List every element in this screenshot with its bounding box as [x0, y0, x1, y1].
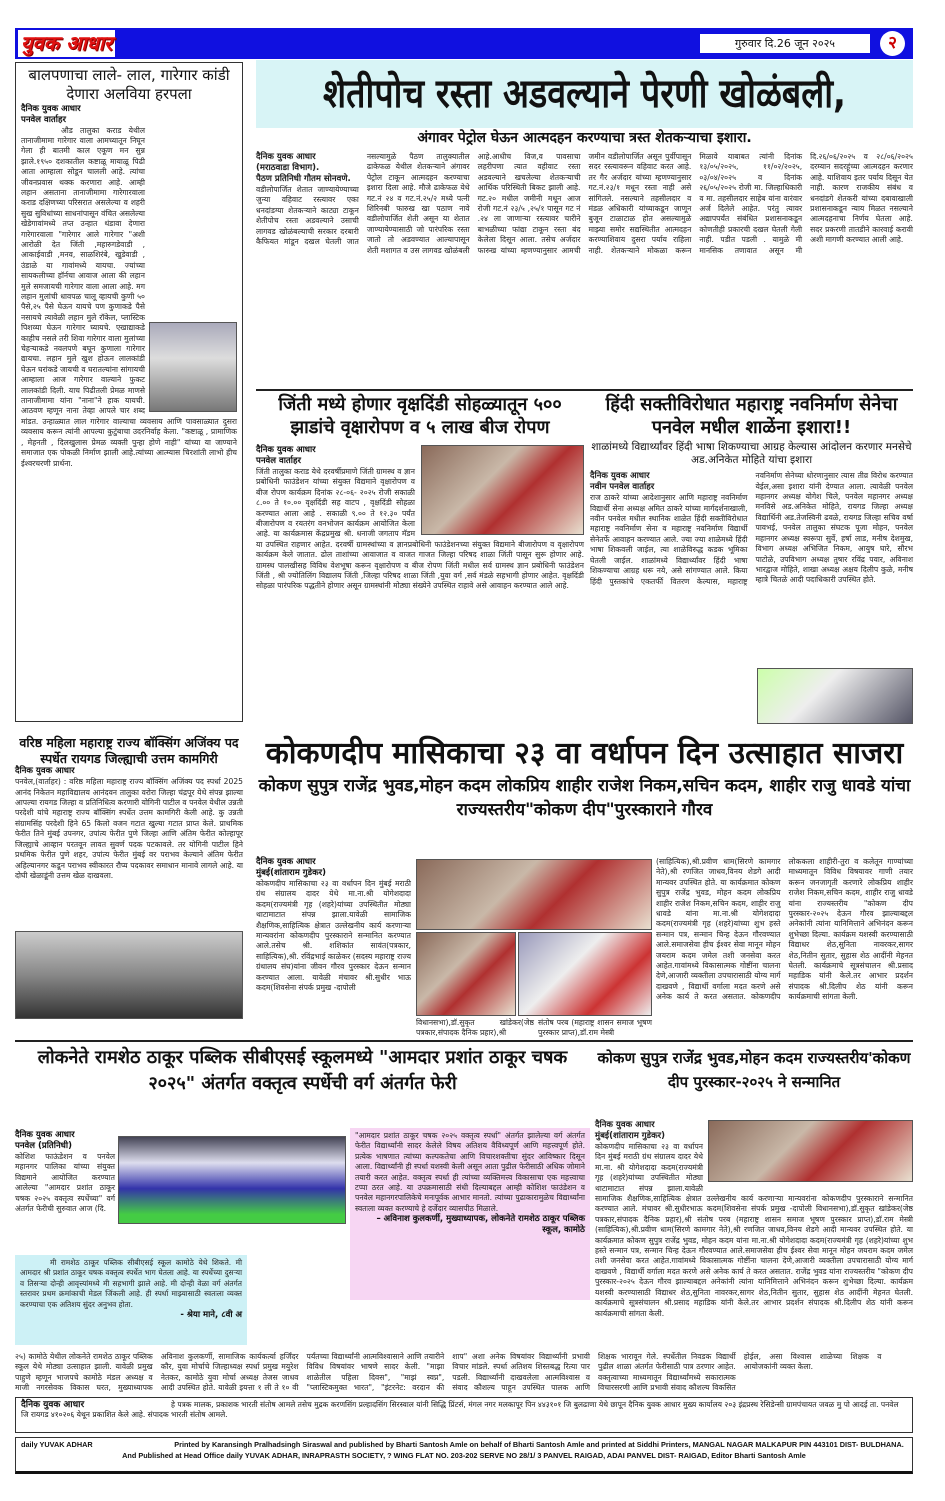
- byline: दैनिक युवक आधार: [15, 766, 75, 777]
- footer-name: दैनिक युवक आधार: [21, 1400, 85, 1410]
- byline: दैनिक युवक आधार: [256, 152, 316, 162]
- konkan-body-col1: [256, 857, 411, 1033]
- hindi-story: [590, 394, 913, 724]
- byline: पैठण प्रतिनिधी गौतम सोनवणे.: [256, 174, 351, 184]
- jinti-headline: जिंती मध्ये होणार वृक्षदिंडी सोहळ्यातून ५०० झाडांचे वृक्षारोपण व ५ लाख बीज रोपण: [278, 394, 562, 438]
- principal-quote: "आमदार प्रशांत ठाकूर चषक २०२५ वक्तृत्व स्पर्धा" अंतर्गत झालेल्या वर्ग अंतर्गत फेरीत विद्यार्थ्यांनी सादर केलेले विषय अतिशय वैविध्यपूर्ण आणि महत्त्वपूर्ण होते. प्रत्येक भाषणात त्यांच्या कल्पकतेचा आणि विचारशक्तीचा सुंदर आविष्कार दिसून आला. विद्यार्थ्यांनी ही स्पर्धा यशस्वी केली असून आता पुढील फेरीसाठी अधिक जोमाने तयारी करत आहेत. वक्तृत्व स्पर्धा ही त्यांच्या व्यक्तिमत्त्व विकासाचा एक महत्त्वाचा टप्पा ठरत आहे. या उपक्रमासाठी संधी दिल्याबद्दल आम्ही कोशिश फाउंडेशन व पनवेल महानगरपालिकेचे मनःपूर्वक आभार मानतो. त्यांच्या पुढाकारामुळेच विद्यार्थ्यांना स्वतःला व्यक्त करण्याचे हे दर्जेदार व्यासपीठ मिळाले.: [355, 1131, 585, 1213]
- konkan-subheadline: कोकण सुपुत्र राजेंद्र भुवड,मोहन कदम लोकप्रिय शाहीर राजेश निकम,सचिन कदम, शाहीर राजु धावडे यांचा राज्यस्तरीय"कोकण दीप"पुरस्काराने गौरव: [258, 776, 911, 820]
- award-photo: [708, 1120, 913, 1182]
- byline: नवीन पनवेल वार्ताहर: [590, 482, 655, 493]
- konkan-body: कोकणदीप मासिकाचा २३ वा वर्धापन दिन मुंबई मराठी ग्रंथ संग्रालय दादर येथे मा.ना.श्री योगेशदादा कदम(राज्यमंत्री गृह (शहरे)यांच्या उपस्थितीत मोठ्या थाटामाटात संपन्न झाला.यावेळी सामाजिक शैक्षणिक,साहित्यिक क्षेत्रात उल्लेखनीय कार्य करणाऱ्या मान्यवरांना कोकणदीप पुरस्काराने सन्मानित करण्यात आले.तसेच श्री. शशिकांत सावंत(पत्रकार, साहित्यिक),श्री. रविंद्रभाई काळेकर (सदस्य महाराष्ट्र राज्य ग्रंथालय संघ)यांना जीवन गौरव पुरस्कार देऊन सन्मान करण्यात आला. यावेळी मंचावर श्री.सुधीर भाऊ कदम(शिवसेना संपर्क प्रमुख -दापोली: [256, 879, 411, 993]
- masthead: [15, 28, 913, 59]
- konkan-award-body: [595, 1120, 913, 1394]
- byline: पनवेल (प्रतिनिधी): [15, 1141, 72, 1151]
- konkan-headline: कोकणदीप मासिकाचा २३ वा वर्धापन दिन उत्साहात साजरा: [265, 736, 904, 771]
- bicycle-vendor-photo: [149, 322, 237, 412]
- school-headline: लोकनेते रामशेठ ठाकूर पब्लिक सीबीएसई स्कूलमध्ये "आमदार प्रशांत ठाकूर चषक २०२५" अंतर्गत वक्तृत्व स्पर्धेची वर्ग अंतर्गत फेरी: [37, 1047, 568, 1094]
- photo-caption: संतोष परब (महाराष्ट्र शासन समाज भूषण पुरस्कार प्राप्त),डॉ.राम मेस्त्री: [538, 1018, 652, 1038]
- byline: (मराठवाडा विभाग).: [256, 163, 320, 173]
- boxing-headline: वरिष्ठ महिला महाराष्ट्र राज्य बॉक्सिंग अजिंक्य पद स्पर्धेत रायगड जिल्ह्याची उत्तम कामगिरी: [19, 735, 239, 766]
- school-intro-text: कोशिश फाऊंडेशन व पनवेल महानगर पालिका यांच्या संयुक्त विद्यमाने आयोजित करण्यात आलेल्या "आमदार प्रशांत ठाकूर चषक २०२५ वक्तृत्व स्पर्धेच्या" वर्ग अंतर्गत फेरीची सुरुवात आज (दि.: [15, 1152, 115, 1214]
- byline: मुंबई(शांताराम गुडेकर): [256, 868, 326, 878]
- hindi-subheadline: शाळांमध्ये विद्यार्थ्यांवर हिंदी भाषा शिकण्याचा आग्रह केल्यास आंदोलन करणार मनसेचे अड.अनिकेत मोहिते यांचा इशारा: [591, 441, 912, 467]
- hindi-headline: हिंदी सक्तीविरोधात महाराष्ट्र नवनिर्माण सेनेचा पनवेल मधील शाळेंना इशारा!!: [605, 394, 898, 438]
- byline: दैनिक युवक आधार: [256, 857, 316, 867]
- tree-plantation-photo: [421, 445, 584, 535]
- hindi-body: राज ठाकरे यांच्या आदेशानुसार आणि महाराष्ट्र नवनिर्माण विद्यार्थी सेना अध्यक्ष अमित ठाकरे यांच्या मार्गदर्शनाखाली, नवीन पनवेल मधील स्थानिक शाळेत हिंदी सक्तीविरोधात महाराष्ट्र नवनिर्माण सेना व महाराष्ट्र नवनिर्माण विद्यार्थी सेनेतर्फे आवाहन करण्यात आले. ज्या ज्या शाळेमध्ये हिंदी भाषा शिकवली जाईल, त्या शाळेविरुद्ध कडक भूमिका घेतली जाईल. शाळांमध्ये विद्यार्थ्यांवर हिंदी भाषा शिकण्याचा आग्रह धरू नये, असे सांगण्यात आले. किया हिंदी पुस्तकांचे एकतर्फी वितरण केल्यास, महाराष्ट्र नवनिर्माण सेनेच्या धोरणानुसार त्यास तीव्र विरोध करण्यात येईल,असा इशारा यांनी देण्यात आला. त्यावेळी पनवेल महानगर अध्यक्ष योगेश चिले, पनवेल महानगर अध्यक्ष मनविसे अड.अनिकेत मोहिते, रायगड जिल्हा अध्यक्ष विद्यार्थिनी अड.तेजस्विनी ढवळे, रायगड जिल्हा सचिव वर्षा पावभई, पनवेल तालुका संघटक पूजा मोहन, पनवेल महानगर अध्यक्ष स्वरूपा सुर्वे, हर्षा लाड, मनीष देशमुख, विभाग अध्यक्ष अभिजित निकम, आयुष घारे, सौरभ पाटोळे, उपविभाग अध्यक्ष तुषार रविंद्र पवार, अविनाश भारद्वाज मोहिते, शाखा अध्यक्ष अक्षय दिलीप कुळे, मनीष म्हात्रे चितळे आदी पदाधिकारी उपस्थित होते.: [590, 471, 913, 586]
- divider: [256, 389, 913, 391]
- main-story-text: वडीलोपार्जित शेतात जाण्यायेण्याच्या जुन्या वहिवाट रस्त्यावर एका धनदांडग्या शेतकऱ्याने काट्या टाकून शेतीपोच रस्ता अडवल्याने उसाची लागवड खोळंबल्याची सरकार दरबारी कैफियत मांडून दखल घेतली जात नसल्यामुळे पैठण तालुक्यातील ढाकेफळ येथील शेतकऱ्याने अंगावर पेट्रोल टाकून आत्मदहन करण्याचा इशारा दिला आहे. मौजे ढाकेफळ येथे गट.नं २४ व गट.नं.२५/२ मध्ये पत्नी शिरिनबी फारुख खा पठाण नावे वडीलोपार्जित शेती असून या शेतात जाण्यायेण्यासाठी जो पारंपरिक रस्ता जातो तो अडवण्यात आल्यापासून शेती मशागत व उस लागवड खोळंबली आहे.आधीच विज,व पावसाचा लहरीपणा त्यात वहीवाट रस्ता अडवल्याने खचलेल्या शेतकऱ्याची आर्थिक परिस्थिती बिकट झाली आहे. गट.२० मधील जमीनी मधून आज रोजी गट.नं २३/५ ,२५/१ पासून गट नं .२४ ला जाणाऱ्या रस्त्यावर चारीने बाभळीच्या फांद्या टाकून रस्ता बंद केलेला दिसून आला. तसेच अर्जदार फारुख यांच्या म्हणण्यानुसार आमची जमीन वडीलोपार्जित असून पुर्वीपासून सदर रस्त्यावरून वहिवाट करत आहे. तर गैर अर्जदार यांच्या म्हणण्यानुसार गट.नं.२३/१ मधून रस्ता नाही असे सांगितले. नसल्याने तहसीलदार व मंडळ अधिकारी यांच्याकडून जाणून बुजून टाळाटाळ होत असल्यामुळे माझ्या समोर सद्यस्थितीत आत्मदहन करण्याशिवाय दुसरा पर्याय राहिला नाही. शेतकऱ्याने मोकळा करून मिळावे याबाबत त्यांनी दिनांक १३/०५/२०२५, ११/०२/२०२५, ०३/०४/२०२५ व दिनांक २६/०५/२०२५ रोजी मा. जिल्हाधिकारी व मा. तहसीलदार साहेब यांना वारंवार अर्ज दिलेले आहेत. परंतु त्यावर अद्यापपर्यंत संबंधित प्रशासनाकडून कोणतीही प्रकारची दखल घेतली गेली नाही. पडीत पडली . यामुळे मी मानसिक तणावात असून मी दि.२६/०६/२०२५ व २८/०६/२०२५ दरम्यान सदरहूंच्या आत्मदहन करणार आहे. याशिवाय इतर पर्याय दिसून येत नाही. कारण राजकीय संबंध व धनदांडगे शेतकरी यांच्या दबावाखाली प्रशासनाकडून न्याय मिळत नसल्याने आत्मदहनाचा निर्णय घेतला आहे. सदर प्रकरणी तातडीने कारवाई करावी अशी मागणी करण्यात आली आहे.: [256, 152, 913, 255]
- jinti-story: [256, 394, 584, 724]
- footer-text: Printed by Karansingh Pralhadsingh Siraswal and published by Bharti Santosh Amle on behalf of Bharti Santosh Amle and printed at Siddhi Printers, MANGAL NAGAR MALKAPUR PIN 443101 DIST- BULDHANA. And Published at Head Office daily YUVAK ADHAR, INRAPRASTH SOCIETY, ? WING FLAT NO. 203-202 SERVE NO 28/1/ 3 PANVEL RAIGAD, ADAI PANVEL DIST- RAIGAD, Editor Bharti Santosh Amle: [122, 1440, 904, 1460]
- byline: पनवेल वार्ताहर: [256, 456, 301, 466]
- award-ceremony-photo: [416, 932, 516, 1016]
- award-ceremony-photo: [518, 932, 652, 1016]
- byline: मुंबई(शांताराम गुडेकर): [595, 1131, 665, 1141]
- mns-group-photo: [757, 668, 913, 724]
- left-story-body: औड तालुका कराड येथील तानाजीमामा गारेगार वाला आमच्यातून निघून गेला ही बातमी काल एकूण मन सुन्न झाले.१९५० दशकातील कष्टाळू मायाळू पिढी आता आम्हाला सोडून चालली आहे. त्यांचा जीवनप्रवास थक्क करणारा आहे. आम्ही लहान असताना तानाजीमामा गारेगारवाला कराड दक्षिणच्या परिसरात असलेल्या व शहरी सुख सुविधांच्या साधनांपासून वंचित असलेल्या खेडेगावांमध्ये तप्त उन्हात थंडावा देणारा गारेगारवाला "गारेगार आले गारेगार "अशी आरोळी देत जिंती ,महारुगडेवाडी , आकाईवाडी ,मनव, साळशिरंबे, खुडेवाडी , उंडाळे या गावांमध्ये यायचा. ज्यांच्या सायकलीच्या हॉर्नचा आवाज आला की लहान मुले समजायची गारेगार वाला आला आहे. मग लहान मुलांची धावपळ चालू व्हायची कुणी ५० पैसे,२५ पैसे घेऊन यायचे पण कुणाकडे पैसे नसायचे त्यावेळी लहान मुले रॉकेल, प्लास्टिक पिशव्या घेऊन गारेगार घ्यायचे. एखाद्याकडे काहीच नसले तरी शिवा गारेगार वाला मुलांच्या चेहऱ्याकडे नवलपणे बघून कुणाला गारेगार द्यायचा. लहान मुले खुश होऊन लालकांडी घेऊन घरांकडे जायची व घरातल्यांना सांगायची आम्हाला आज गारेगार वाल्याने फुकट लालकांडी दिली. याच पिढीतली प्रेमळ माणसे तानाजीमामा यांना "नाना"ने हाक यायची. आठवण म्हणून नाना तेव्हा आपले चार शब्द मांडत. उन्हाळ्यात लाल गारेगार वाल्याचा व्यवसाय आणि पावसाळ्यात दुसरा व्यवसाय करून त्यांनी आपल्या कुटुंबाचा उदरनिर्वाह केला. "कष्टाळू , प्रामाणिक , मेहनती , दिलखुलास प्रेमळ व्यक्ती पुन्हा होणे नाही" यांच्या या जाण्याने समाजात एक पोकळी निर्माण झाली आहे.त्यांच्या आत्म्यास चिरशांती लाभो हीच ईश्वरचरणी प्रार्थना.: [21, 125, 237, 468]
- photo-caption: विधानसभा),डॉ.सुकृत खांडेकर(जेष्ठ पत्रकार,संपादक दैनिक प्रहार),श्री: [416, 1018, 534, 1038]
- page-number: २: [880, 31, 905, 56]
- main-subheadline: अंगावर पेट्रोल घेऊन आत्मदहन करण्याचा त्रस्त शेतकऱ्याचा इशारा.: [417, 130, 752, 146]
- konkan-body-continued: (साहित्यिक),श्री.प्रवीण धाम(सिरणे कामगार नेते),श्री रणजित जाधव,विनय शेडगे आदी मान्यवर उपस्थित होते. या कार्यक्रमात कोकण सुपुत्र राजेंद्र भुवड, मोहन कदम लोकप्रिय शाहीर राजेश निकम,सचिन कदम, शाहीर राजु धावडे यांना मा.ना.श्री योगेशदादा कदम(राज्यमंत्री गृह (शहरे)यांच्या शुभ हस्ते सन्मान पत्र, सन्मान चिन्ह देऊन गौरवण्यात आले.समाजसेवा हीच ईश्वर सेवा मानून मोहन जयराम कदम जमेल तशी जनसेवा करत आहेत.गावांमध्ये विकासात्मक गोष्टींना चालना देणे,आजारी व्यक्तीला उपचारासाठी योग्य मार्ग दाखवणे , विद्यार्थी वर्गाला मदत करणे असे अनेक कार्य ते करत असतात. कोकणदीप लोककला शाहीरी-तुरा व कलेतून गाण्यांच्या माध्यमातून विविध विषयावर गाणी तयार करून जनजागृती करणारे लोकप्रिय शाहीर राजेश निकम,सचिन कदम, शाहीर राजु धावडे यांना राज्यस्तरीय "कोकण दीप पुरस्कार-२०२५ देऊन गौरव झाल्याबद्दल अनेकांनी त्यांना यानिमित्ताने अभिनंदन करून शुभेच्छा दिल्या. कार्यक्रम यशस्वी करण्यासाठी विद्याधर शेठ,सुनिता नावरकर,सागर शेठ,नितीन सुतार, सुहास शेठ आदींनी मेहनत घेतली. कार्यक्रमाचे सूत्रसंचालन श्री.प्रसाद महाडिक यांनी केले.तर आभार प्रदर्शन संपादक श्री.दिलीप शेठ यांनी करून कार्यक्रमाची सांगता केली.: [656, 857, 913, 1002]
- left-story: [15, 62, 243, 722]
- byline: दैनिक युवक आधार: [595, 1120, 655, 1130]
- boxing-story: [15, 735, 243, 1025]
- student-quote: मी रामशेठ ठाकूर पब्लिक सीबीएसई स्कूल कामोठे येथे शिकते. मी आमदार श्री प्रशांत ठाकूर चषक वक्तृत्व स्पर्धेत भाग घेतला आहे. या स्पर्धेच्या दुसऱ्या व तिसऱ्या दोन्ही आवृत्त्यांमध्ये मी सहभागी झाले आहे. मी दोन्ही वेळा वर्ग अंतर्गत स्तरावर प्रथम क्रमांकाची मेडल जिंकली आहे. ही स्पर्धा माझ्यासाठी स्वतःला व्यक्त करण्याचा एक अतिशय सुंदर अनुभव होता.: [20, 1258, 242, 1309]
- konkan-award-text: कोकणदीप मासिकाचा २३ वा वर्धापन दिन मुंबई मराठी ग्रंथ संग्रालय दादर येथे मा.ना. श्री योगेशदादा कदम(राज्यमंत्री गृह (शहरे)यांच्या उपस्थितीत मोठ्या थाटामाटात संपन्न झाला.यावेळी सामाजिक शैक्षणिक,साहित्यिक क्षेत्रात उल्लेखनीय कार्य करणाऱ्या मान्यवरांना कोकणदीप पुरस्काराने सन्मानित करण्यात आले. मंचावर श्री.सुधीरभाऊ कदम(शिवसेना संपर्क प्रमुख -दापोली विधानसभा),डॉ.सुकृत खांडेकर(जेष्ठ पत्रकार,संपादक दैनिक प्रहार),श्री संतोष परब (महाराष्ट्र शासन समाज भूषण पुरस्कार प्राप्त),डॉ.राम मेस्त्री (साहित्यिक),श्री.प्रवीण धाम(सिरणे कामगार नेते),श्री रणजित जाधव,विनय शेडगे आदी मान्यवर उपस्थित होते. या कार्यक्रमात कोकण सुपुत्र राजेंद्र भुवड, मोहन कदम यांना मा.ना.श्री योगेशदादा कदम(राज्यमंत्री गृह (शहरे)यांच्या शुभ हस्ते सन्मान पत्र, सन्मान चिन्ह देऊन गौरवण्यात आले.समाजसेवा हीच ईश्वर सेवा मानून मोहन जयराम कदम जमेल तशी जनसेवा करत आहेत.गावांमध्ये विकासात्मक गोष्टींना चालना देणे,आजारी व्यक्तीला उपचारासाठी योग्य मार्ग दाखवणे , विद्यार्थी वर्गाला मदत करणे असे अनेक कार्य ते करत असतात. राजेंद्र भुवड यांना राज्यस्तरीय "कोकण दीप पुरस्कार-२०२५ देऊन गौरव झाल्याबद्दल अनेकांनी त्यांना यानिमित्ताने अभिनंदन करून शुभेच्छा दिल्या. कार्यक्रम यशस्वी करण्यासाठी विद्याधर शेठ,सुनिता नावरकर,सागर शेठ,नितीन सुतार, सुहास शेठ आदींनी मेहनत घेतली. कार्यक्रमाचे सूत्रसंचालन श्री.प्रसाद महाडिक यांनी केले.तर आभार प्रदर्शन संपादक श्री.दिलीप शेठ यांनी करून कार्यक्रमाची सांगता केली.: [595, 1142, 913, 1318]
- newspaper-logo: युवक आधार: [18, 30, 115, 57]
- byline: दैनिक युवक आधार: [590, 471, 650, 482]
- konkan-story: [256, 734, 913, 850]
- jinti-body: जिंती तालुका कराड येथे दरवर्षीप्रमाणे जिंती ग्रामस्थ व ज्ञान प्रबोधिनी फाउंडेशन यांच्या संयुक्त विद्यमाने वृक्षारोपण व बीज रोपण कार्यक्रम दिनांक २८-०६- २०२५ रोजी सकाळी ८.०० ते १०.०० वृक्षदिंडी सह वाटप , वृक्षदिंडी सोहळा करण्यात आला आहे . सकाळी ९.०० ते १२.३० पर्यंत बीजारोपण व रयतरंग वनभोजन कार्यक्रम आयोजित केला आहे. या कार्यक्रमास केंद्रप्रमुख श्री. धनाजी जगताप मॅडम या उपस्थित राहणार आहेत. दरवर्षी ग्रामस्थांच्या व ज्ञानप्रबोधिनी फाउंडेशनच्या संयुक्त विद्यमाने बीजारोपण व वृक्षारोपण कार्यक्रम केले जातात. ढोल ताशांच्या आवाजात व वाजत गाजत जिल्हा परिषद शाळा जिंती पासून सुरू होणार आहे. ग्रामस्थ पालखीसह विविध वेशभूषा करून वृक्षारोपण व बीज रोपण जिंती मधील सर्व ग्रामस्थ ज्ञान प्रबोधिनी फाउंडेशन जिंती , श्री ज्योतिलिंग विद्यालय जिंती ,जिल्हा परिषद शाळा जिंती ,युवा वर्ग ,सर्व मंडळे सहभागी होणार आहेत. वृक्षदिंडी सोहळा पारंपरिक पद्धतीने होणार असून ग्रामस्थांनी मोठ्या संख्येने उपस्थित राहावे असे आवाहन करण्यात आले आहे.: [256, 467, 584, 591]
- principal-quote-box: [350, 1128, 590, 1300]
- footer-name: daily YUVAK ADHAR: [21, 1440, 93, 1449]
- issue-date: गुरुवार दि.26 जून २०२५: [700, 34, 870, 53]
- marathi-imprint: [15, 1397, 913, 1433]
- student-quote-author: - श्रेया माने, ८वी अ: [180, 1310, 242, 1321]
- boxing-podium-photo: [15, 931, 243, 1019]
- award-ceremony-photo: [416, 859, 652, 930]
- school-intro: [15, 1130, 115, 1250]
- footer-text: हे पत्रक मालक, प्रकाशक भारती संतोष आमले तसेच मुद्रक करणसिंग प्रल्हादसिंग सिरस्वाल यांनी सिद्धि प्रिंटर्स, मंगल नगर मलकापूर पिन ४४३१०१ जि बुलढाणा येथे छापून दैनिक युवक आधार मुख्य कार्यालय २०३ इंद्रप्रस्थ रेसिडेन्सी ग्रामपंचायत जवळ मु पो आदई ता. पनवेल जि रायगड ४१०२०६ येथून प्रकाशित केले आहे. संपादक भारती संतोष आमले.: [21, 1400, 899, 1419]
- left-story-headline: बालपणाचा लाले- लाल, गारेगार कांडी देणारा अलविया हरपला: [28, 66, 230, 103]
- byline: दैनिक युवक आधार: [15, 1130, 75, 1140]
- byline: दैनिक युवक आधार: [21, 103, 81, 114]
- main-headline: शेतीपोच रस्ता अडवल्याने पेरणी खोळंबली,: [323, 71, 846, 117]
- main-headline-band: [256, 60, 913, 128]
- boxing-body: पनवेल,(वार्ताहर) : वरिष्ठ महिला महाराष्ट्र राज्य बॉक्सिंग अजिंक्य पद स्पर्धा 2025 आनंद निकेतन महाविद्यालय आनंदवन तालुका वरोरा जिल्हा चंद्रपूर येथे संपन्न झाल्या आपल्या रायगड जिल्हा व प्रतिनिधित्व करणारी योगिनी पाटील व पनवेल येथील उन्नती परदेशी यांचे महाराष्ट्र राज्य बॉक्सिंग स्पर्धेत उत्तम कामगिरी केली आहे. कु उन्नती संग्रामसिंह परदेशी हिने 65 किलो वजन गटात खुल्या गटात प्राप्त केले. प्राथमिक फेरीत तिने मुंबई उपनगर, उपांत्य फेरीत पुणे जिल्हा आणि अंतिम फेरीत कोल्हापूर जिल्ह्याचे आव्हान परतवून लावत सुवर्ण पदक पटकावले. तर योगिनी पाटील हिने प्रथमिक फेरीत पुणे शहर, उपांत्य फेरीत मुंबई वर पराभव केल्याने अंतिम फेरीत अहिल्यानगर कडून पराभव स्वीकारत रौप्य पदकावर समाधान मानावे लागले आहे. या दोघी खेळाडूंनी उत्तम खेळ दाखवला.: [15, 777, 243, 880]
- konkan-award-headline: कोकण सुपुत्र राजेंद्र भुवड,मोहन कदम राज्यस्तरीय'कोकण दीप पुरस्कार-२०२५ ने सन्मानित: [597, 1049, 911, 1091]
- principal-quote-author: – अविनाश कुलकर्णी, मुख्याध्यापक, लोकनेते रामशेठ ठाकूर पब्लिक स्कूल, कामोठे: [376, 1214, 585, 1236]
- students-photo: [118, 1136, 346, 1224]
- divider: [15, 1040, 913, 1042]
- byline: दैनिक युवक आधार: [256, 445, 316, 455]
- school-body: २५) कामोठे येथील लोकनेते रामशेठ ठाकूर पब्लिक स्कूल येथे मोठ्या उत्साहात झाली. यावेळी प्रमुख पाहुणे म्हणून भाजपचे कामोठे मंडल अध्यक्ष व माजी नगरसेवक विकास घरत, मुख्याध्यापक अविनाश कुलकर्णी, सामाजिक कार्यकर्त्या हर्जिंदर कौर, युवा मोर्चाचे जिल्हाध्यक्ष स्पर्धा प्रमुख मयुरेश नेतकर, कामोठे युवा मोर्चा अध्यक्ष तेजस जाधव आदी उपस्थित होते. यावेळी इयत्ता १ ली ते १० वी पर्यंतच्या विद्यार्थ्यांनी आत्मविश्वासाने आणि तयारीने विविध विषयांवर भाषणे सादर केली. "माझा शाळेतील पहिला दिवस", "माझं स्वप्न", "प्लास्टिकमुक्त भारत", "इंटरनेट: वरदान की शाप" अशा अनेक विषयांवर विद्यार्थ्यांनी प्रभावी विचार मांडले. स्पर्धा अतिशय शिस्तबद्ध रित्या पार पडली. विद्यार्थ्यांनी दाखवलेला आत्मविश्वास व संवाद कौशल्य पाहून उपस्थित पालक आणि शिक्षक भारावून गेले. स्पर्धेतील निवडक विद्यार्थी पुढील शाळा अंतर्गत फेरीसाठी पात्र ठरणार आहेत. वक्तृत्वाच्या माध्यमातून विद्यार्थ्यांमध्ये सकारात्मक विचारसरणी आणि प्रभावी संवाद कौशल्य विकसित होईल, असा विश्वास शाळेच्या शिक्षक व आयोजकांनी व्यक्त केला.: [15, 1352, 882, 1393]
- main-story-body: [256, 152, 913, 386]
- student-quote-box: [15, 1255, 247, 1345]
- english-imprint: [15, 1437, 913, 1474]
- byline: पनवेल वार्ताहर: [21, 114, 66, 125]
